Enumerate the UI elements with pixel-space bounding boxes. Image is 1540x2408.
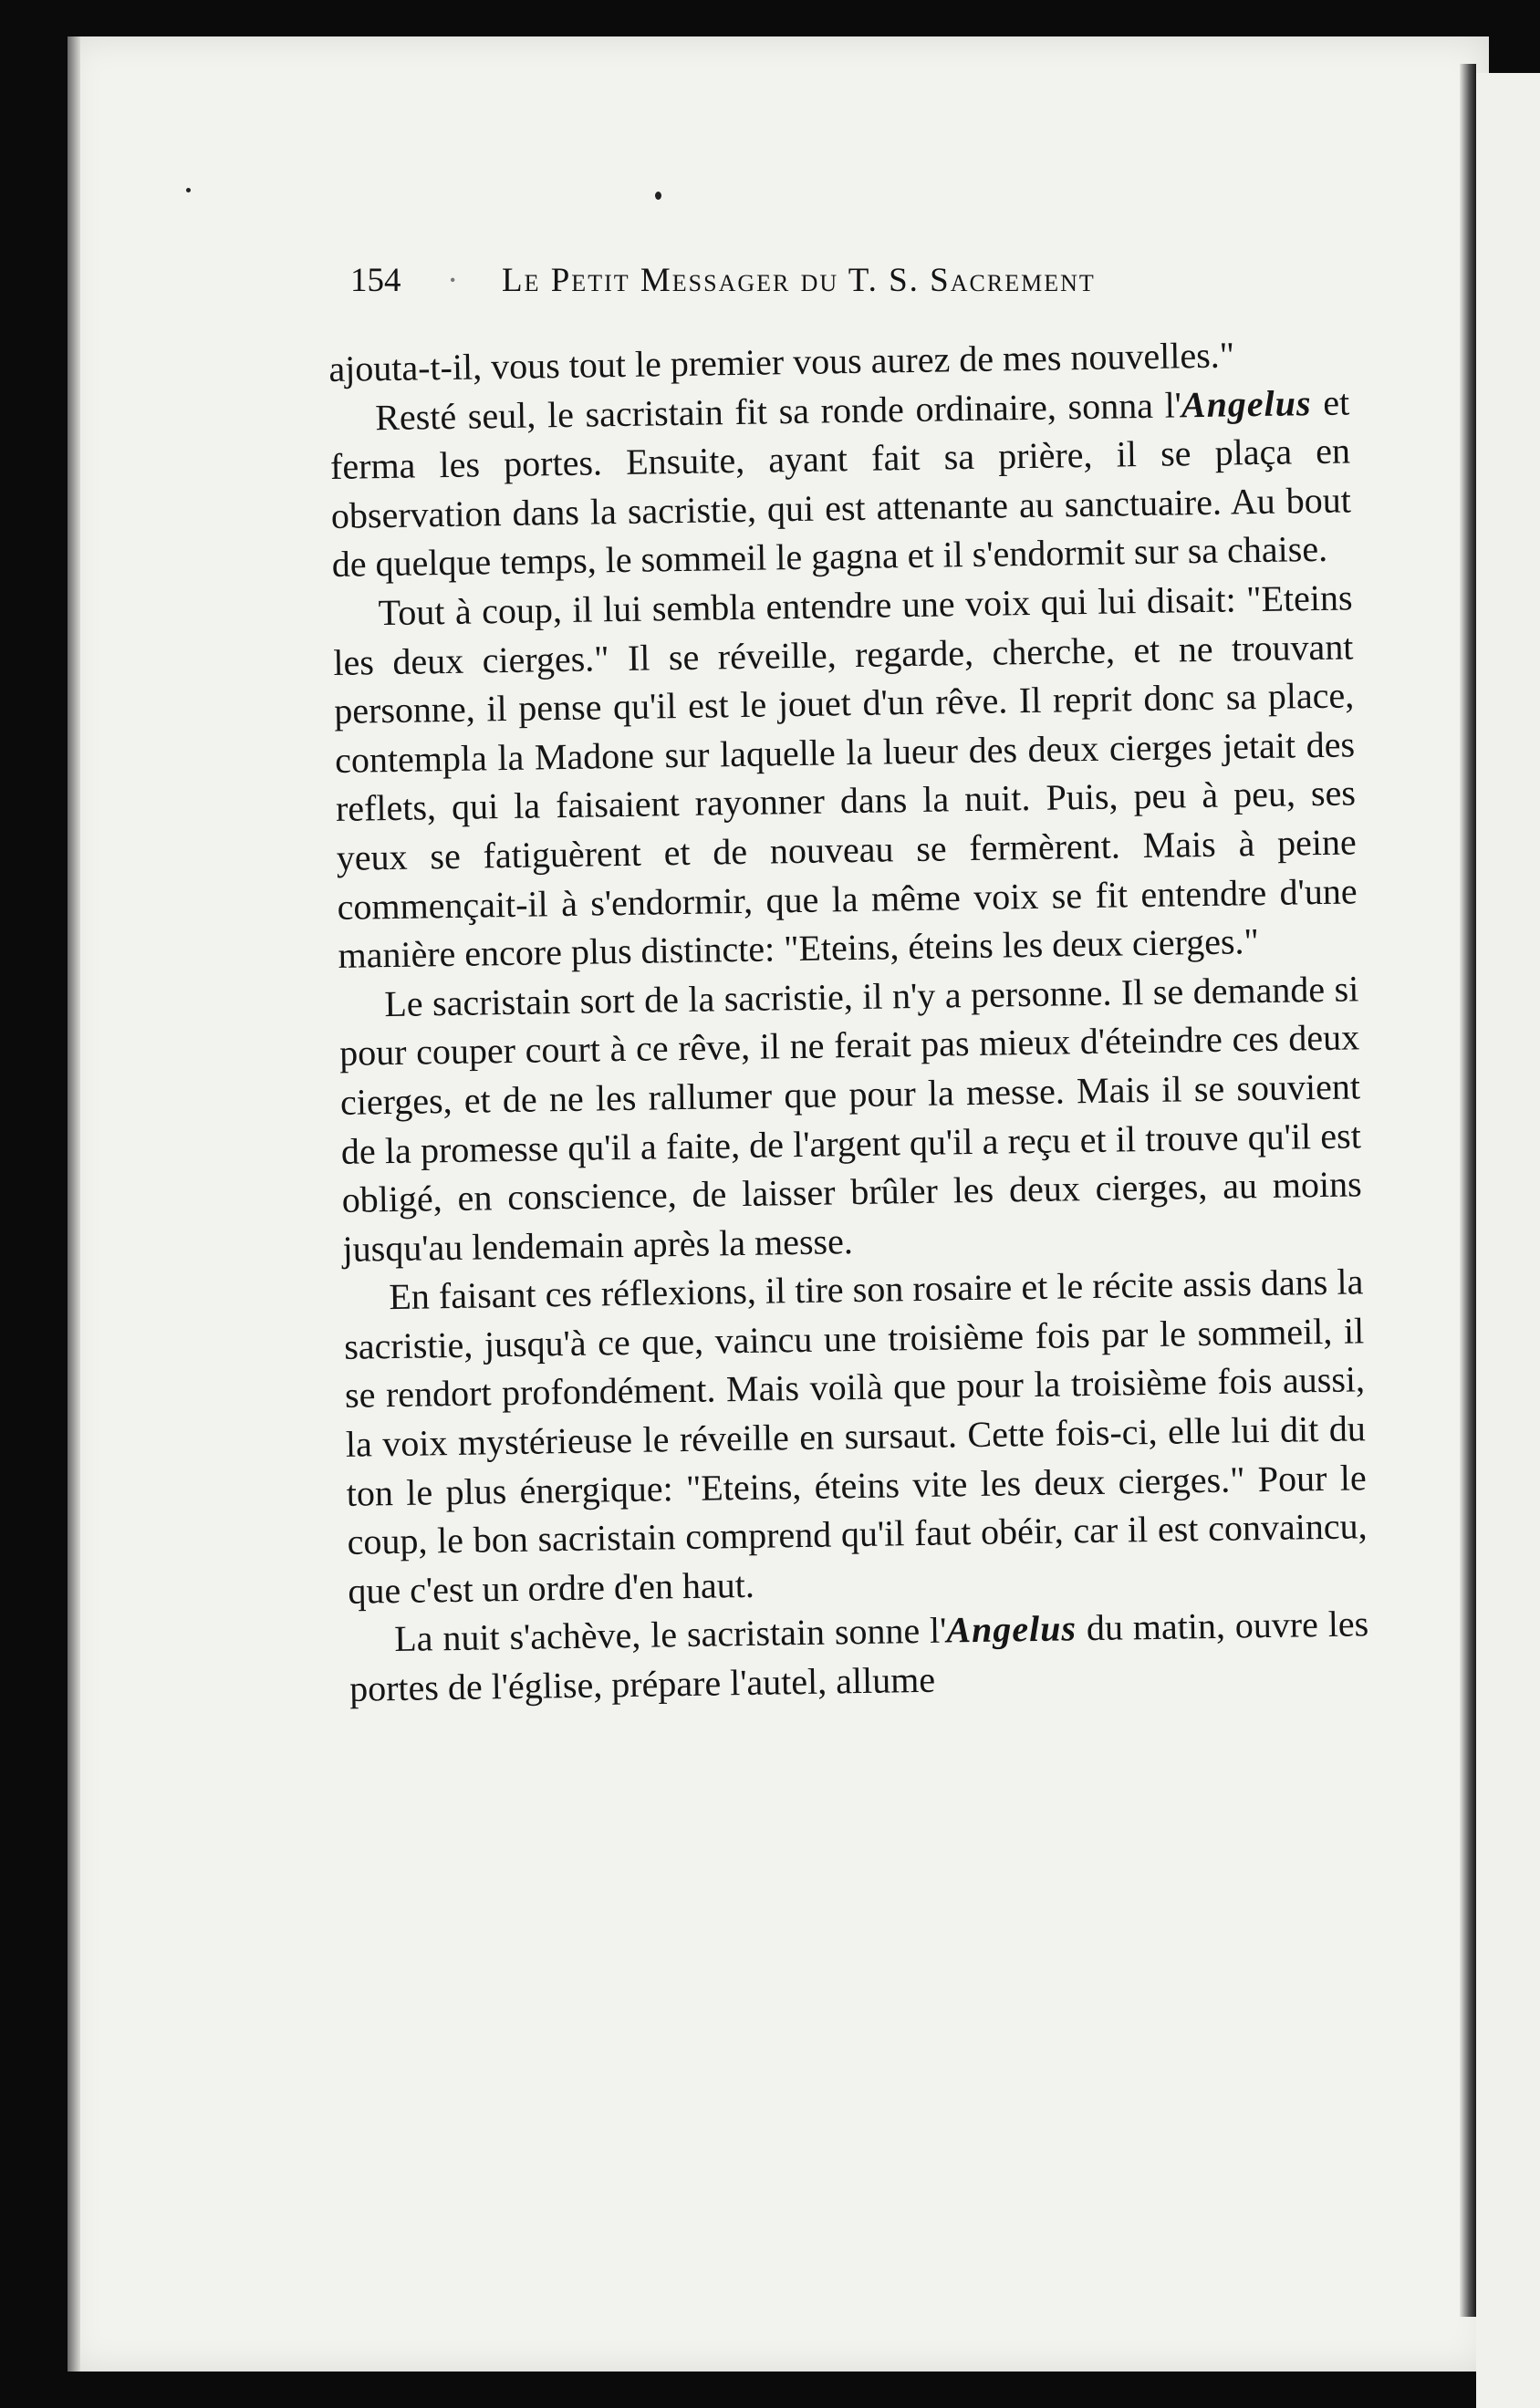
paragraph-2 bbox=[329, 378, 1352, 589]
paragraph-6-start: La nuit s'achève, le sacristain sonne l' bbox=[393, 1609, 947, 1660]
paragraph-5: En faisant ces réflexions, il tire son rosaire et le récite assis dans la sacristie, jusqu'à ce que, vaincu une troisième fois par le sommeil, il se rendort profondément. Mais voilà que pour la troisième fois aussi, la voix mystérieuse le réveille en sursaut. Cette fois-ci, elle lui dit du ton le plus énergique: "Eteins, éteins vite les deux cierges." Pour le coup, le bon sacristain comprend qu'il faut obéir, car il est convaincu, que c'est un ordre d'en haut. bbox=[343, 1261, 1368, 1612]
book-spine-shadow bbox=[1460, 64, 1476, 2317]
facing-page-edge bbox=[1476, 73, 1540, 2408]
angelus-italic: Angelus bbox=[1181, 381, 1312, 425]
ink-speck bbox=[186, 188, 191, 192]
header-separator: · bbox=[447, 262, 459, 299]
page-left-edge bbox=[68, 36, 80, 2372]
ink-speck bbox=[655, 192, 661, 200]
paragraph-6 bbox=[349, 1600, 1370, 1714]
body-text bbox=[328, 328, 1369, 1713]
paragraph-4: Le sacristain sort de la sacristie, il n'y a personne. Il se demande si pour couper court à ce rêve, il ne ferait pas mieux d'éteindre ces deux cierges, et de ne les rallumer que pour la messe. Mais il se souvient de la promesse qu'il a faite, de l'argent qu'il a reçu et il trouve qu'il est obligé, en conscience, de laisser brûler les deux cierges, au moins jusqu'au lendemain après la messe. bbox=[338, 968, 1362, 1270]
paragraph-6-rest: du matin, ouvre les portes de l'église, prépare l'autel, allume bbox=[349, 1603, 1369, 1709]
paragraph-3: Tout à coup, il lui sembla entendre une voix qui lui disait: "Eteins les deux cierges." Il se réveille, regarde, cherche, et ne trouvant personne, il pense qu'il est le jouet d'un rêve. Il reprit donc sa place, contempla la Madone sur laquelle la lueur des deux cierges jetait des reflets, qui la faisaient rayonner dans la nuit. Puis, peu à peu, ses yeux se fatiguèrent et de nouveau se fermèrent. Mais à peine commençait-il à s'endormir, que la même voix se fit entendre d'une manière encore plus distincte: "Eteins, éteins les deux cierges." bbox=[333, 576, 1358, 977]
page-number: 154 bbox=[350, 262, 401, 299]
angelus-italic: Angelus bbox=[946, 1607, 1077, 1651]
paragraph-2-start: Resté seul, le sacristain fit sa ronde ordinaire, sonna l' bbox=[374, 383, 1182, 438]
running-header bbox=[350, 261, 1263, 316]
paragraph-2-rest: et ferma les portes. Ensuite, ayant fait sa prière, il se plaça en observation dans la sacristie, qui est attenante au sanctuaire. Au bout de quelque temps, le sommeil le gagna et il s'endormit sur sa chaise. bbox=[329, 381, 1352, 586]
paragraph-1: ajouta-t-il, vous tout le premier vous aurez de mes nouvelles." bbox=[328, 334, 1235, 389]
running-title: Le Petit Messager du T. S. Sacrement bbox=[502, 262, 1096, 299]
